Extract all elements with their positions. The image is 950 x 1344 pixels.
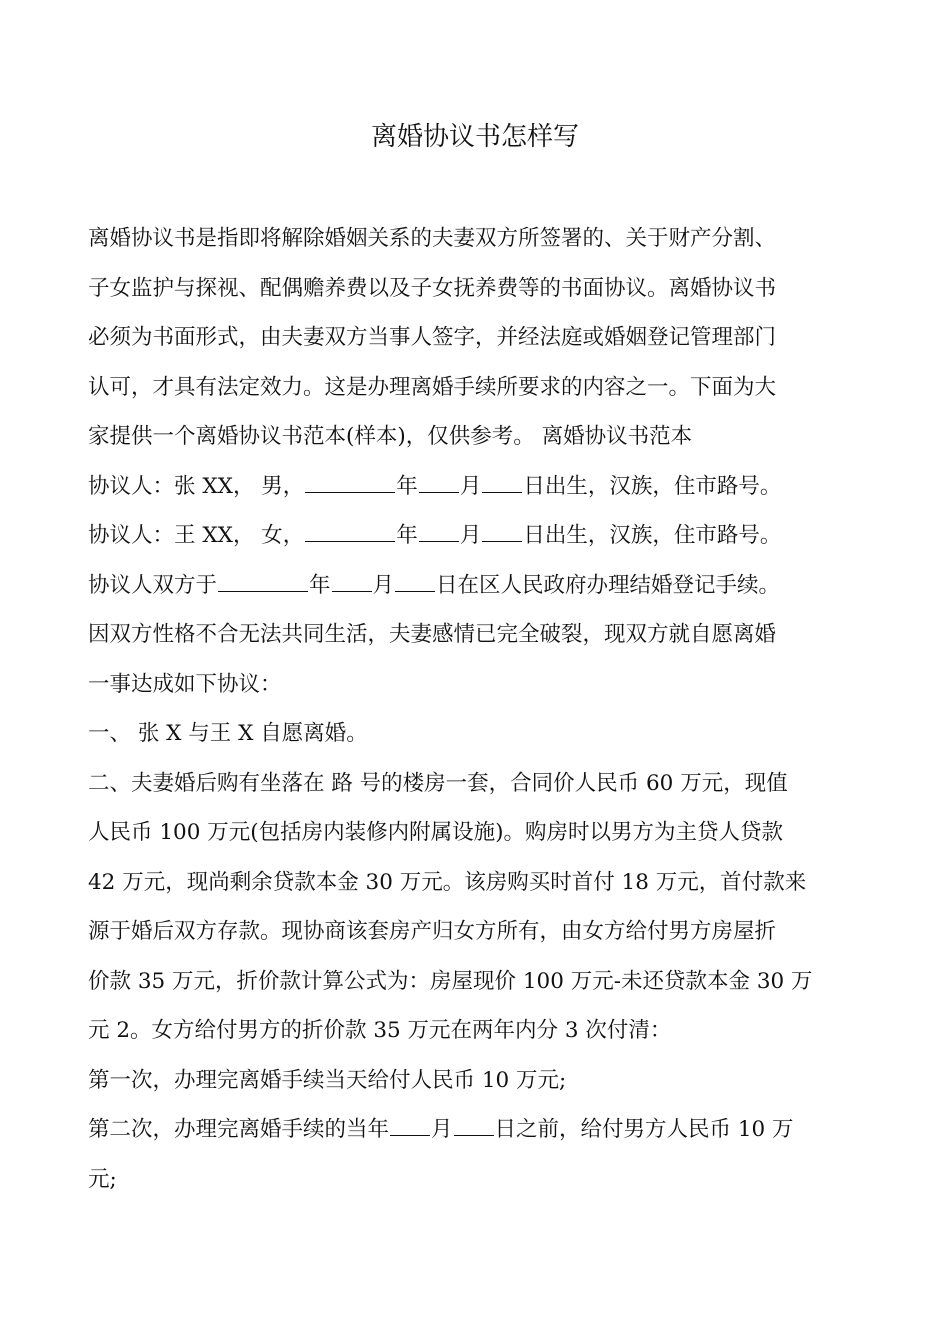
blank-field [390, 1113, 430, 1136]
paragraph-line: 认可，才具有法定效力。这是办理离婚手续所要求的内容之一。下面为大 [88, 374, 777, 400]
payment-first-line: 第一次，办理完离婚手续当天给付人民币 10 万元; [88, 1067, 567, 1093]
party-2-prefix: 协议人：王 XX， 女， [88, 523, 305, 548]
month-label: 月 [431, 1117, 453, 1142]
party-1-suffix: 日出生，汉族，住市路号。 [523, 473, 782, 499]
payment-second-line [88, 1105, 864, 1155]
blank-field [218, 569, 308, 592]
document-body [88, 214, 864, 1204]
clause-two-line: 42 万元，现尚剩余贷款本金 30 万元。该房购买时首付 18 万元，首付款来 [88, 869, 807, 895]
payment-second-prefix: 第二次，办理完离婚手续的当年 [88, 1117, 390, 1142]
paragraph-line: 因双方性格不合无法共同生活，夫妻感情已完全破裂，现双方就自愿离婚 [88, 622, 777, 647]
month-label: 月 [459, 523, 482, 548]
blank-field [332, 569, 372, 592]
marriage-line [88, 561, 864, 611]
clause-two-line: 价款 35 万元，折价款计算公式为：房屋现价 100 万元-未还贷款本金 30 万 [88, 968, 813, 994]
paragraph-line: 离婚协议书是指即将解除婚姻关系的夫妻双方所签署的、关于财产分割、 [88, 226, 777, 251]
clause-two-line: 元 2。女方给付男方的折价款 35 万元在两年内分 3 次付清： [88, 1018, 672, 1043]
blank-field [419, 470, 459, 493]
clause-two-line: 源于婚后双方存款。现协商该套房产归女方所有，由女方给付男方房屋折 [88, 919, 777, 944]
marriage-suffix: 日在区人民政府办理结婚登记手续。 [436, 572, 781, 598]
marriage-prefix: 协议人双方于 [88, 572, 218, 598]
clause-two-line: 人民币 100 万元(包括房内装修内附属设施)。购房时以男方为主贷人贷款 [88, 820, 783, 845]
paragraph-line: 子女监护与探视、配偶赡养费以及子女抚养费等的书面协议。离婚协议书 [88, 275, 777, 301]
clause-two-line: 二、夫妻婚后购有坐落在 路 号的楼房一套，合同价人民币 60 万元，现值 [88, 770, 788, 796]
blank-field [482, 470, 522, 493]
month-label: 月 [372, 572, 395, 598]
document-title: 离婚协议书怎样写 [370, 122, 579, 152]
party-1-line [88, 462, 864, 512]
clause-one: 一、 张 X 与王 X 自愿离婚。 [88, 721, 368, 746]
paragraph-line: 元; [88, 1166, 117, 1192]
blank-field [305, 470, 395, 493]
party-2-line [88, 511, 864, 561]
year-label: 年 [396, 523, 418, 548]
paragraph-line: 家提供一个离婚协议书范本(样本)，仅供参考。 离婚协议书范本 [88, 424, 693, 449]
month-label: 月 [459, 473, 482, 499]
blank-field [419, 519, 459, 542]
year-label: 年 [309, 572, 331, 598]
blank-field [305, 519, 395, 542]
blank-field [454, 1113, 494, 1136]
year-label: 年 [396, 473, 418, 499]
blank-field [482, 519, 522, 542]
party-1-prefix: 协议人：张 XX， 男， [88, 473, 305, 499]
paragraph-line: 必须为书面形式，由夫妻双方当事人签字，并经法庭或婚姻登记管理部门 [88, 325, 777, 350]
paragraph-line: 一事达成如下协议： [88, 671, 282, 697]
blank-field [395, 569, 435, 592]
payment-second-suffix: 日之前，给付男方人民币 10 万 [494, 1117, 794, 1142]
party-2-suffix: 日出生，汉族，住市路号。 [523, 523, 782, 548]
